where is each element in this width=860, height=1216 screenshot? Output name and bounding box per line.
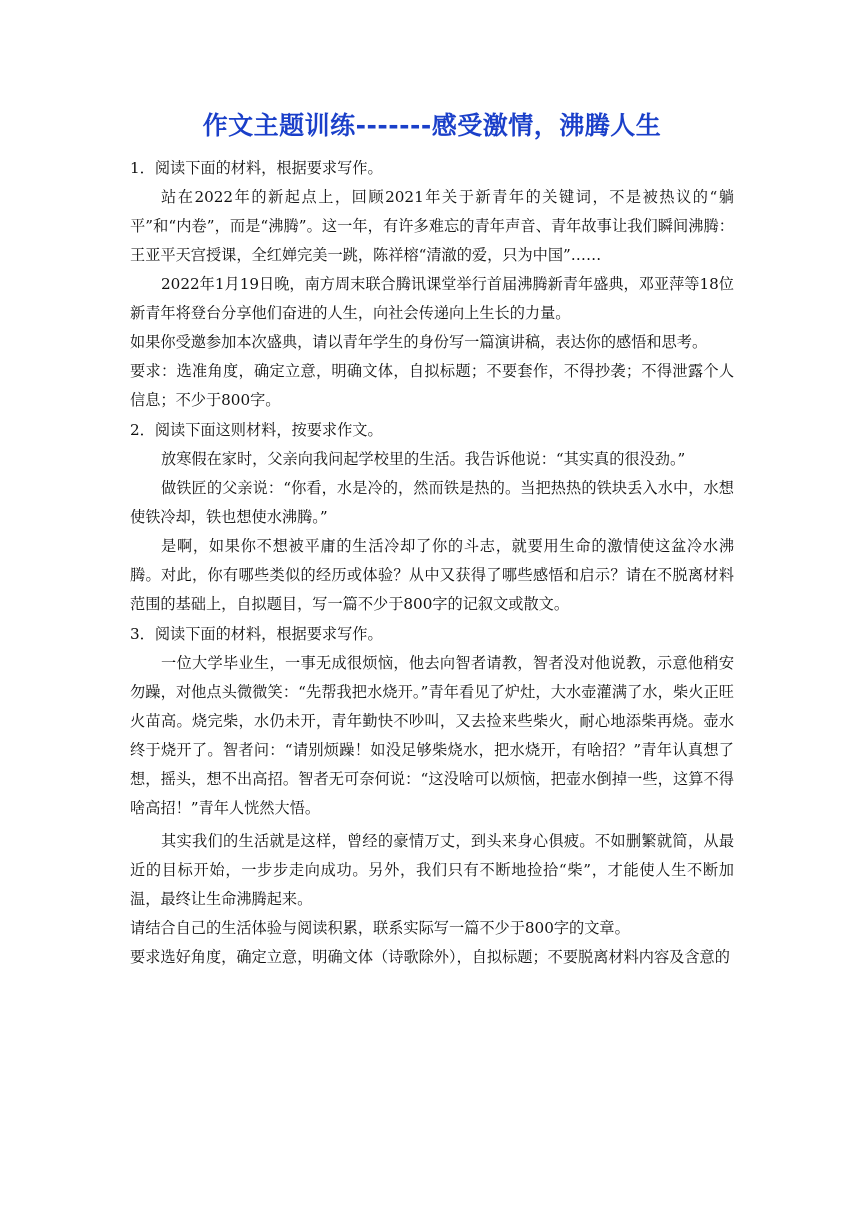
question-2	[130, 416, 734, 619]
question-2-material-paragraph: 是啊，如果你不想被平庸的生活冷却了你的斗志，就要用生命的激情使这盆冷水沸腾。对此，你有哪些类似的经历或体验？从中又获得了哪些感悟和启示？请在不脱离材料范围的基础上，自拟题目，写一篇不少于800字的记叙文或散文。	[130, 537, 734, 613]
question-1	[130, 154, 734, 415]
question-3-material-paragraph: 其实我们的生活就是这样，曾经的豪情万丈，到头来身心俱疲。不如删繁就简，从最近的目标开始，一步步走向成功。另外，我们只有不断地捡拾“柴”，才能使人生不断加温，最终让生命沸腾起来。	[130, 832, 734, 908]
question-3-prompt: 3．阅读下面的材料，根据要求写作。	[130, 625, 383, 643]
document-title: 作文主题训练-------感受激情，沸腾人生	[202, 111, 662, 140]
question-3-material-paragraph: 一位大学毕业生，一事无成很烦恼，他去向智者请教，智者没对他说教，示意他稍安勿躁，对他点头微微笑：“先帮我把水烧开。”青年看见了炉灶，大水壶灌满了水，柴火正旺火苗高。烧完柴，水仍未开，青年勤快不吵叫，又去捡来些柴火，耐心地添柴再烧。壶水终于烧开了。智者问：“请别烦躁！如没足够柴烧水，把水烧开，有啥招？”青年认真想了想，摇头，想不出高招。智者无可奈何说：“这没啥可以烦恼，把壶水倒掉一些，这算不得啥高招！”青年人恍然大悟。	[130, 654, 734, 817]
question-1-task: 如果你受邀参加本次盛典，请以青年学生的身份写一篇演讲稿，表达你的感悟和思考。	[130, 333, 708, 351]
question-1-material-paragraph: 站在2022年的新起点上，回顾2021年关于新青年的关键词，不是被热议的“躺平”和“内卷”，而是“沸腾”。这一年，有许多难忘的青年声音、青年故事让我们瞬间沸腾：王亚平天宫授课，全红婵完美一跳，陈祥榕“清澈的爱，只为中国”……	[130, 188, 734, 264]
question-1-prompt: 1．阅读下面的材料，根据要求写作。	[130, 159, 383, 177]
question-1-requirements: 要求：选准角度，确定立意，明确文体，自拟标题；不要套作，不得抄袭；不得泄露个人信息；不少于800字。	[130, 362, 734, 409]
question-2-prompt: 2．阅读下面这则材料，按要求作文。	[130, 421, 383, 439]
question-1-material-paragraph: 2022年1月19日晚，南方周末联合腾讯课堂举行首届沸腾新青年盛典，邓亚萍等18位新青年将登台分享他们奋进的人生，向社会传递向上生长的力量。	[130, 275, 734, 322]
question-3-requirements: 要求选好角度，确定立意，明确文体（诗歌除外），自拟标题；不要脱离材料内容及含意的	[130, 948, 730, 966]
question-2-material-paragraph: 放寒假在家时，父亲向我问起学校里的生活。我告诉他说：“其实真的很没劲。”	[161, 450, 686, 468]
question-3	[130, 620, 734, 972]
question-3-task: 请结合自己的生活体验与阅读积累，联系实际写一篇不少于800字的文章。	[130, 919, 630, 937]
question-2-material-paragraph: 做铁匠的父亲说：“你看，水是冷的，然而铁是热的。当把热热的铁块丢入水中，水想使铁冷却，铁也想使水沸腾。”	[130, 479, 734, 526]
